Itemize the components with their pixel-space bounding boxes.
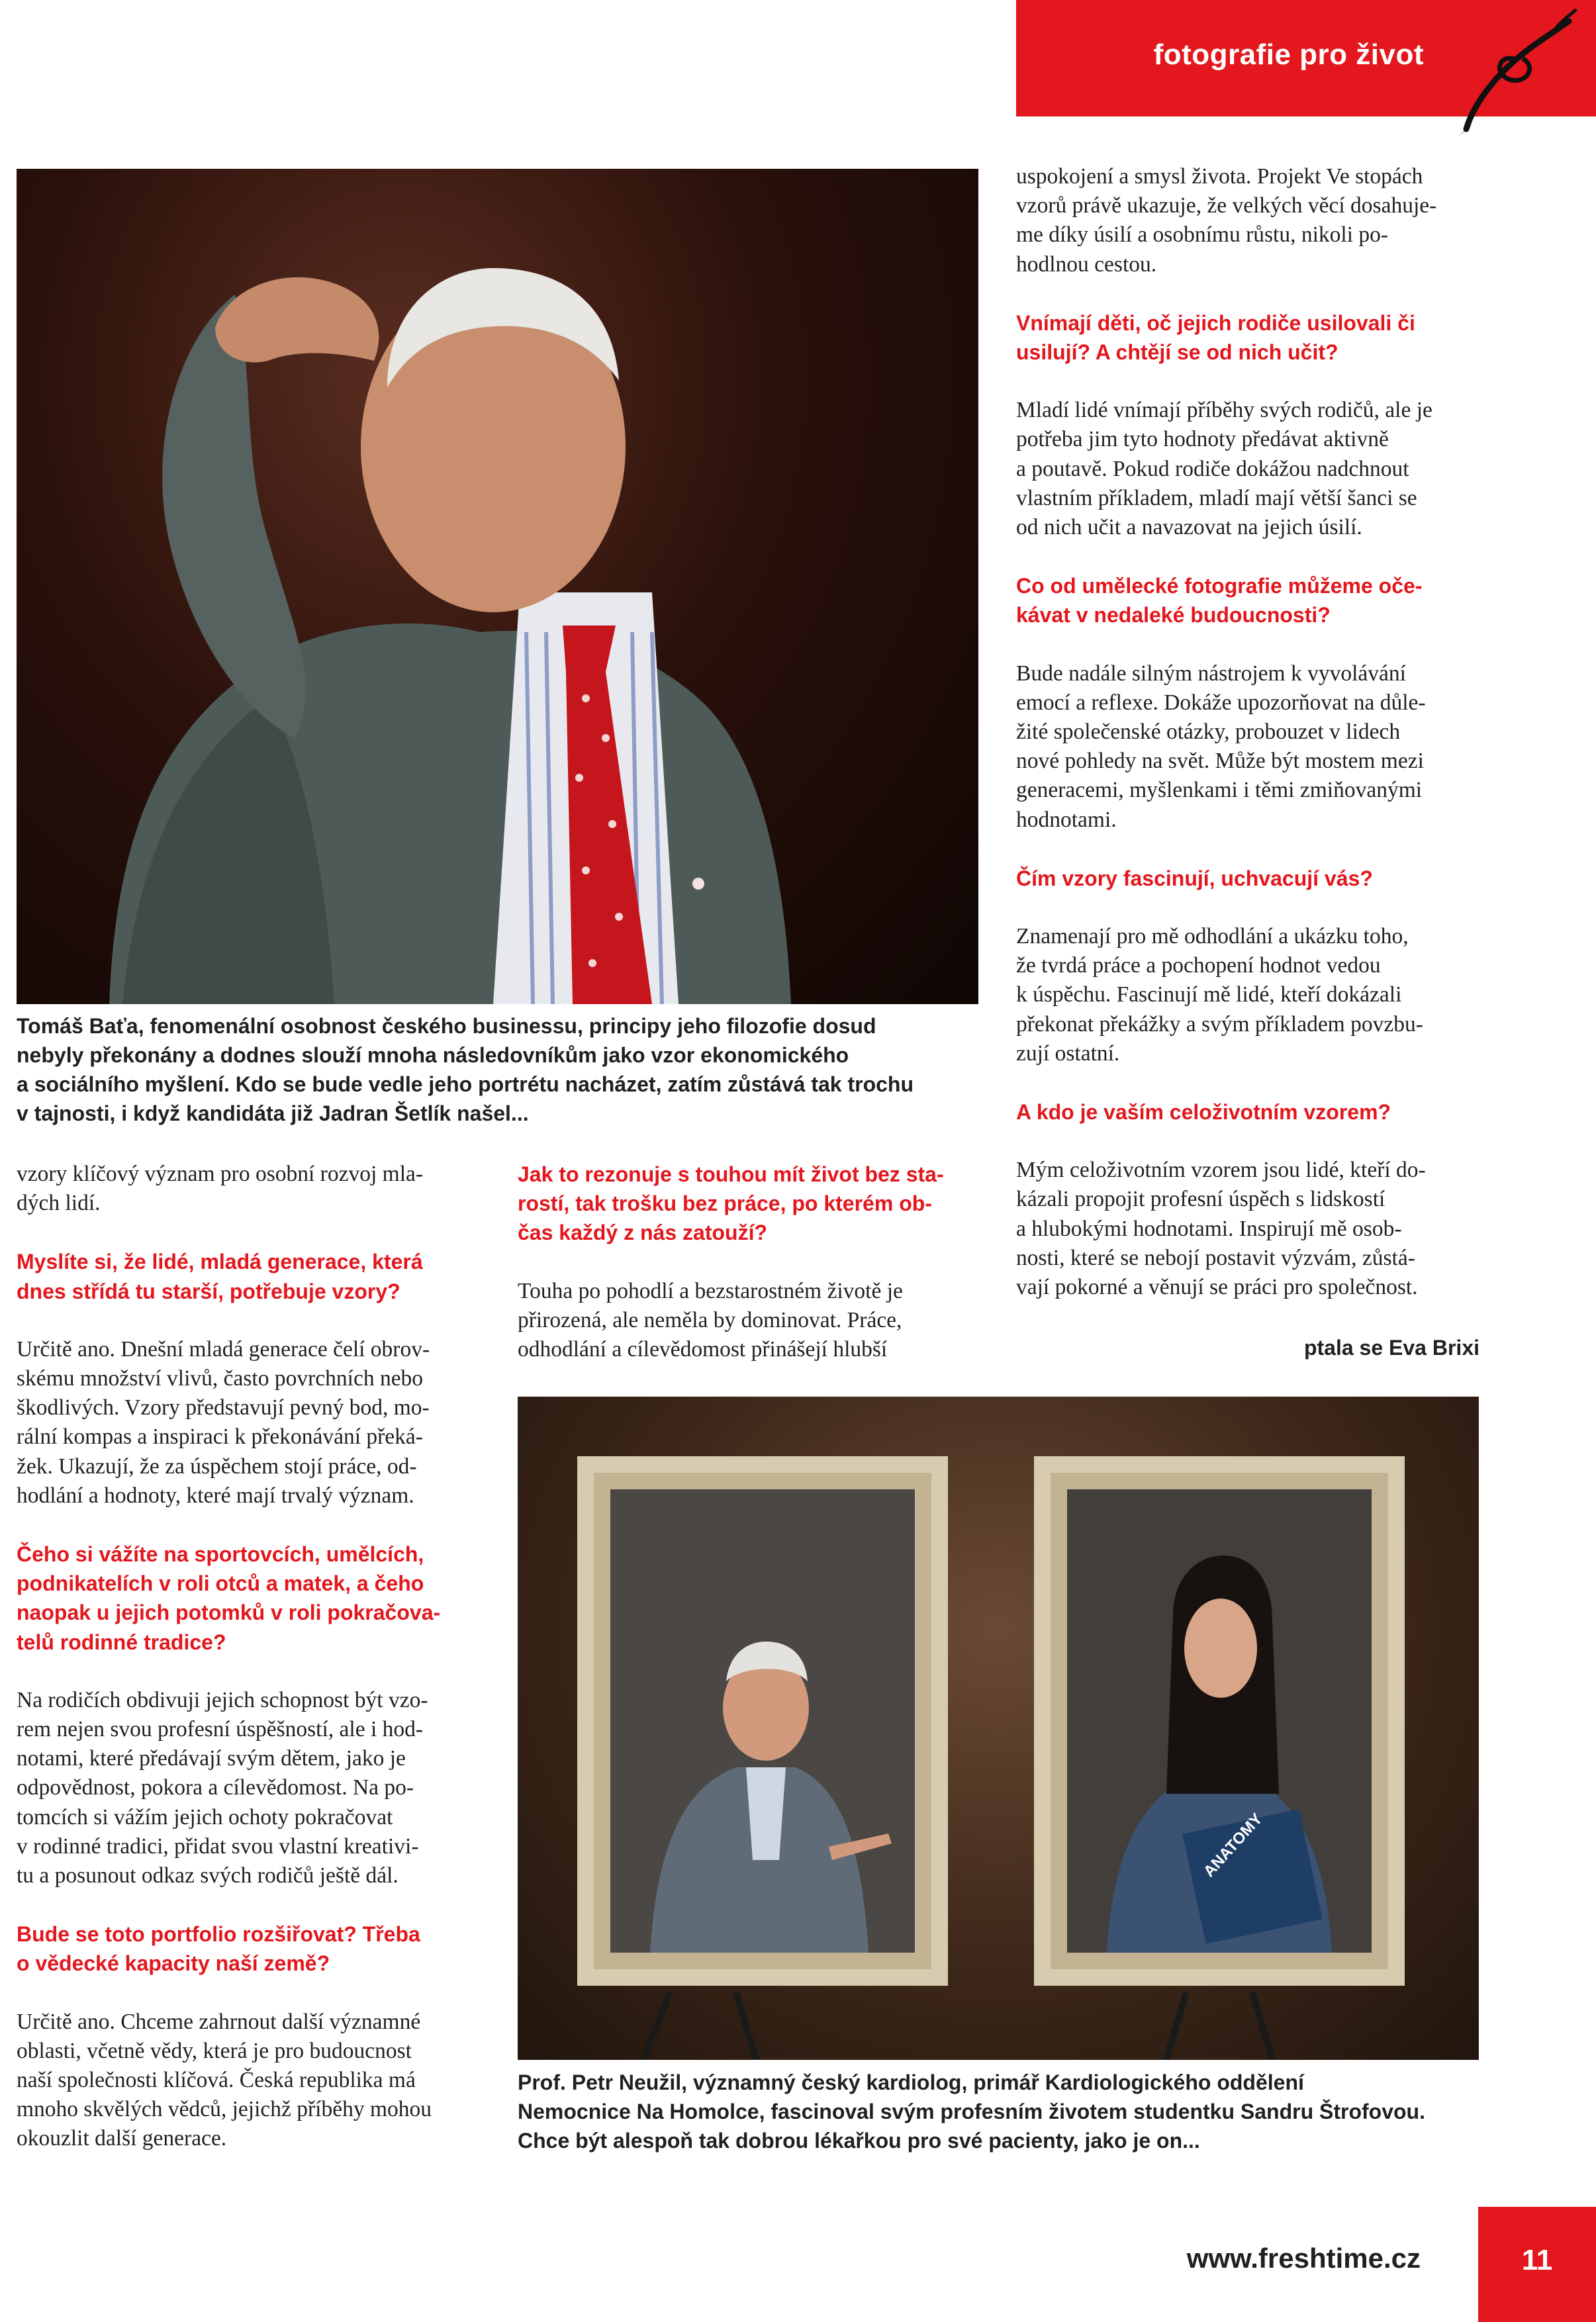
fountain-pen-icon [1453,7,1579,139]
portrait-illustration [17,169,978,1004]
interview-answer: k úspěchu. Fascinují mě lidé, kteří dokázali [1016,982,1402,1007]
interview-question: Bude se toto portfolio rozšiřovat? Třeba [17,1922,420,1947]
interview-answer: Touha po pohodlí a bezstarostném životě je [518,1278,903,1303]
paragraph-line: uspokojení a smysl života. Projekt Ve stopách [1016,164,1423,189]
interview-question: telů rodinné tradice? [17,1630,226,1654]
interview-answer: nové pohledy na svět. Může být mostem mezi [1016,749,1424,774]
paragraph-line: hodlnou cestou. [1016,252,1157,277]
interview-answer: kázali propojit profesní úspěch s lidskostí [1016,1187,1385,1212]
interview-answer: přirozená, ale neměla by dominovat. Práce, [518,1307,902,1332]
interview-question: Vnímají děti, oč jejich rodiče usilovali či [1016,310,1415,335]
caption-line: a sociálního myšlení. Kdo se bude vedle jeho portrétu nacházet, zatím zůstává tak trochu [17,1072,914,1096]
interview-answer: žité společenské otázky, probouzet v lidech [1016,720,1401,745]
bottom-photo-caption [518,2068,1484,2155]
caption-line: v tajnosti, i když kandidáta již Jadran Šetlík našel... [17,1101,529,1125]
interview-answer: rem nejen svou profesní úspěšností, ale i hod- [17,1717,424,1742]
interview-answer: Na rodičích obdivuji jejich schopnost být vzo- [17,1687,428,1712]
interview-question: dnes střídá tu starší, potřebuje vzory? [17,1279,400,1303]
interview-answer: vají pokorné a věnují se práci pro společnost. [1016,1275,1418,1300]
interview-question: usilují? A chtějí se od nich učit? [1016,340,1338,365]
book-cover-text: ANATOMY [1199,1810,1266,1881]
interview-answer: Mladí lidé vnímají příběhy svých rodičů, ale je [1016,398,1432,423]
interview-answer: že tvrdá práce a pochopení hodnot vedou [1016,953,1381,978]
interview-answer: od nich učit a navazovat na jejich úsilí. [1016,515,1362,540]
interview-answer: naší společnosti klíčová. Česká republika má [17,2068,416,2093]
interview-answer: Znamenají pro mě odhodlání a ukázku toho, [1016,924,1409,949]
caption-line: Tomáš Baťa, fenomenální osobnost českého businessu, principy jeho filozofie dosud [17,1014,876,1038]
page-number: 11 [1521,2244,1553,2276]
interview-answer: odhodlání a cílevědomost přinášejí hlubší [518,1337,888,1362]
interview-answer: tomcích si vážím jejich ochoty pokračovat [17,1804,393,1830]
interview-question: naopak u jejich potomků v roli pokračova- [17,1601,441,1625]
interview-answer: Určitě ano. Dnešní mladá generace čelí obrov- [17,1336,430,1362]
interview-answer: emocí a reflexe. Dokáže upozorňovat na důle- [1016,690,1426,715]
interview-question: rostí, tak trošku bez práce, po kterém ob- [518,1191,932,1216]
author-signature: ptala se Eva Brixi [1303,1336,1479,1360]
interview-question: o vědecké kapacity naší země? [17,1951,330,1976]
interview-answer: rální kompas a inspiraci k překonávání překá- [17,1424,423,1450]
interview-question: čas každý z nás zatouží? [518,1221,768,1245]
interview-answer: okouzlit další generace. [17,2126,227,2151]
interview-answer: a poutavě. Pokud rodiče dokážou nadchnout [1016,456,1409,481]
interview-question: kávat v nedaleké budoucnosti? [1016,603,1331,627]
paragraph-line: vzory klíčový význam pro osobní rozvoj mla- [17,1162,424,1186]
interview-answer: nosti, které se nebojí postavit výzvám, zůstá- [1016,1245,1415,1270]
interview-answer: a hlubokými hodnotami. Inspirují mě osob- [1016,1216,1402,1241]
top-photo-caption [17,1011,983,1128]
page-number-box [1478,2207,1596,2322]
paragraph-line: vzorů právě ukazuje, že velkých věcí dosahuje- [1016,193,1437,218]
interview-answer: hodlání a hodnoty, které mají trvalý význam. [17,1483,414,1508]
interview-question: A kdo je vaším celoživotním vzorem? [1016,1100,1391,1125]
interview-answer: Určitě ano. Chceme zahrnout další významné [17,2009,421,2034]
middle-column [518,1160,994,1364]
interview-answer: odpovědnost, pokora a cílevědomost. Na po- [17,1775,414,1800]
interview-answer: žek. Ukazují, že za úspěchem stojí práce, od- [17,1454,417,1479]
interview-answer: Bude nadále silným nástrojem k vyvolávání [1016,661,1406,686]
framed-portraits-illustration [518,1397,1479,2060]
interview-answer: zují ostatní. [1016,1041,1120,1066]
caption-line: nebyly překonány a dodnes slouží mnoha následovníkům jako vzor ekonomického [17,1043,849,1067]
website-url: www.freshtime.cz [1186,2243,1421,2274]
interview-question: Jak to rezonuje s touhou mít život bez sta- [518,1162,944,1186]
interview-answer: hodnotami. [1016,807,1117,832]
interview-answer: generacemi, myšlenkami i těmi zmiňovanými [1016,778,1423,803]
paragraph-line: dých lidí. [17,1191,101,1216]
interview-answer: potřeba jim tyto hodnoty předávat aktivně [1016,427,1389,452]
interview-answer: překonat překážky a svým příkladem povzbu- [1016,1011,1423,1037]
interview-question: podnikatelích v roli otců a matek, a čeho [17,1571,424,1596]
interview-answer: v rodinné tradici, přidat svou vlastní kreativi- [17,1834,419,1859]
interview-answer: oblasti, včetně vědy, která je pro budoucnost [17,2038,412,2063]
interview-answer: skému množství vlivů, často povrchních nebo [17,1366,424,1391]
caption-line: Prof. Petr Neužil, významný český kardiolog, primář Kardiologického oddělení [518,2070,1304,2094]
interview-answer: tu a posunout odkaz svých rodičů ještě dál. [17,1863,399,1888]
section-title: fotografie pro život [1153,38,1424,71]
right-column [1016,162,1579,1302]
interview-answer: škodlivých. Vzory představují pevný bod, mo- [17,1395,430,1420]
interview-answer: vlastním příkladem, mladí mají větší šanci se [1016,485,1417,510]
section-header-tab [1016,0,1596,116]
interview-question: Čím vzory fascinují, uchvacují vás? [1016,866,1373,890]
interview-answer: notami, které předávají svým dětem, jako je [17,1746,406,1771]
interview-question: Co od umělecké fotografie můžeme oče- [1016,574,1423,598]
caption-line: Chce být alespoň tak dobrou lékařkou pro své pacienty, jako je on... [518,2129,1200,2153]
interview-answer: Mým celoživotním vzorem jsou lidé, kteří do- [1016,1158,1426,1183]
interview-question: Myslíte si, že lidé, mladá generace, která [17,1250,423,1274]
tomas-bata-portrait-photo [17,169,978,1004]
interview-answer: mnoho skvělých vědců, jejichž příběhy mohou [17,2097,432,2122]
framed-portraits-photo [518,1397,1479,2060]
caption-line: Nemocnice Na Homolce, fascinoval svým profesním životem studentku Sandru Štrofovou. [518,2100,1425,2123]
interview-question: Čeho si vážíte na sportovcích, umělcích, [17,1542,424,1567]
paragraph-line: me díky úsilí a osobnímu růstu, nikoli po- [1016,222,1389,248]
left-column [17,1160,480,2154]
